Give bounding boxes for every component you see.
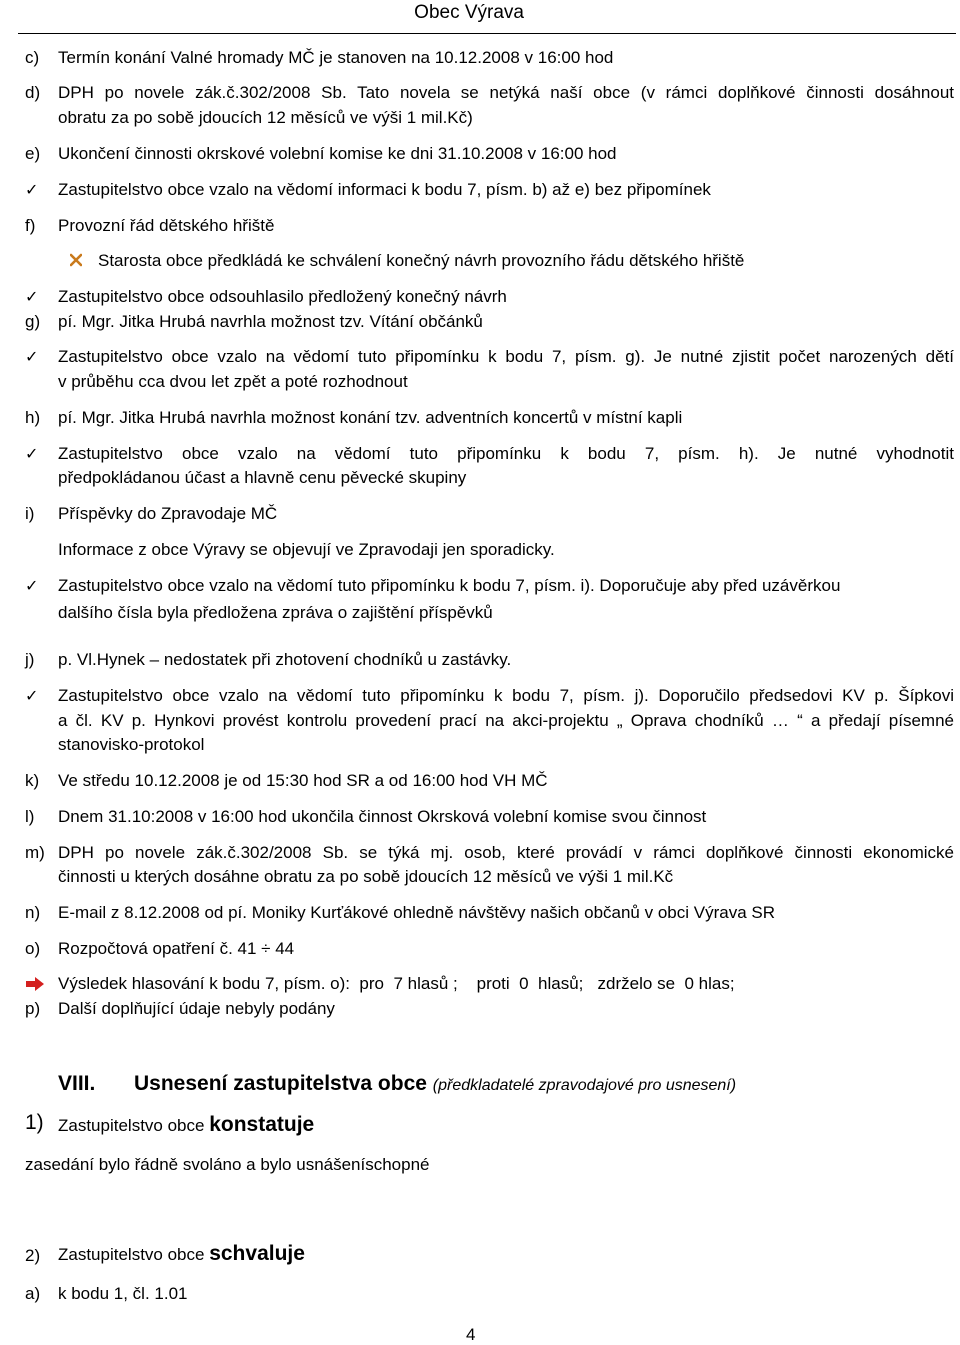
item-text: k bodu 1, čl. 1.01 bbox=[58, 1284, 188, 1303]
checkmark-icon: ✓ bbox=[25, 180, 39, 199]
resolution-verb: schvaluje bbox=[209, 1242, 305, 1265]
item-text: p. Vl.Hynek – nedostatek při zhotovení chodníků u zastávky. bbox=[58, 650, 512, 669]
item-text: Příspěvky do Zpravodaje MČ bbox=[58, 504, 278, 523]
item-marker: i) bbox=[25, 504, 35, 523]
checkmark-icon: ✓ bbox=[25, 576, 39, 595]
item-text: Dnem 31.10:2008 v 16:00 hod ukončila činnost Okrsková volební komise svou činnost bbox=[58, 807, 707, 826]
item-marker: f) bbox=[25, 216, 36, 235]
resolution-lead-text: Zastupitelstvo obce bbox=[58, 1245, 205, 1264]
item-marker: o) bbox=[25, 939, 41, 958]
item-text: dalšího čísla byla předložena zpráva o zajištění příspěvků bbox=[58, 603, 493, 622]
resolution-verb: konstatuje bbox=[209, 1113, 315, 1136]
checkmark-icon: ✓ bbox=[25, 444, 39, 463]
item-marker: p) bbox=[25, 999, 41, 1018]
item-text: Ukončení činnosti okrskové volební komise ke dni 31.10.2008 v 16:00 hod bbox=[58, 144, 617, 163]
page-number: 4 bbox=[466, 1325, 476, 1344]
item-text: Termín konání Valné hromady MČ je stanoven na 10.12.2008 v 16:00 hod bbox=[58, 48, 614, 67]
item-text: DPH po novele zák.č.302/2008 Sb. se týká mj. osob, které provádí v rámci doplňkové činnosti ekonomické bbox=[58, 843, 954, 862]
section-title bbox=[134, 1072, 736, 1096]
item-marker: n) bbox=[25, 903, 41, 922]
item-text: činnosti u kterých dosáhne obratu za po sobě jdoucích 12 měsíců ve výši 1 mil.Kč bbox=[58, 867, 674, 886]
resolution-lead bbox=[58, 1244, 305, 1265]
item-text: Informace z obce Výravy se objevují ve Zpravodaji jen sporadicky. bbox=[58, 540, 555, 559]
checkmark-icon: ✓ bbox=[25, 686, 39, 705]
arrow-right-icon bbox=[25, 976, 45, 992]
checkmark-icon: ✓ bbox=[25, 347, 39, 366]
item-text: E-mail z 8.12.2008 od pí. Moniky Kurťákové ohledně návštěvy našich občanů v obci Výrava SR bbox=[58, 903, 775, 922]
item-text: Zastupitelstvo obce vzalo na vědomí tuto připomínku k bodu 7, písm. j). Doporučilo předsedovi KV p. Šípkovi bbox=[58, 686, 954, 705]
item-marker: j) bbox=[25, 650, 35, 669]
section-title-text: Usnesení zastupitelstva obce bbox=[134, 1072, 427, 1095]
item-text: předpokládanou účast a hlavně cenu pěvecké skupiny bbox=[58, 468, 467, 487]
item-text: Ve středu 10.12.2008 je od 15:30 hod SR a od 16:00 hod VH MČ bbox=[58, 771, 548, 790]
item-text: Zastupitelstvo obce vzalo na vědomí tuto připomínku k bodu 7, písm. i). Doporučuje aby před uzávěrkou bbox=[58, 576, 841, 595]
cross-icon bbox=[70, 253, 82, 267]
checkmark-icon: ✓ bbox=[25, 287, 39, 306]
item-text: a čl. KV p. Hynkovi provést kontrolu provedení prací na akci-projektu „ Oprava chodníků … “ a předají písemné bbox=[58, 711, 954, 730]
header-title: Obec Výrava bbox=[414, 2, 524, 23]
resolution-text bbox=[25, 1155, 430, 1175]
item-text: Zastupitelstvo obce vzalo na vědomí tuto připomínku k bodu 7, písm. g). Je nutné zjistit počet narozených dětí bbox=[58, 347, 954, 366]
item-text: Zastupitelstvo obce vzalo na vědomí informaci k bodu 7, písm. b) až e) bez připomínek bbox=[58, 180, 711, 199]
page-header bbox=[0, 0, 960, 34]
section-number: VIII. bbox=[58, 1072, 96, 1095]
item-marker: m) bbox=[25, 843, 45, 862]
item-text: pí. Mgr. Jitka Hrubá navrhla možnost konání tzv. adventních koncertů v místní kapli bbox=[58, 408, 683, 427]
item-text: Zastupitelstvo obce vzalo na vědomí tuto připomínku k bodu 7, písm. h). Je nutné vyhodnotit bbox=[58, 444, 954, 463]
resolution-body: zasedání bylo řádně svoláno a bylo usnášeníschopné bbox=[25, 1155, 430, 1174]
item-marker: k) bbox=[25, 771, 40, 790]
item-text: Starosta obce předkládá ke schválení konečný návrh provozního řádu dětského hřiště bbox=[98, 251, 745, 270]
resolution-number: 1) bbox=[25, 1111, 44, 1134]
vote-result: Výsledek hlasování k bodu 7, písm. o): pro 7 hlasů ; proti 0 hlasů; zdrželo se 0 hlas; bbox=[58, 974, 735, 993]
item-text: Provozní řád dětského hřiště bbox=[58, 216, 275, 235]
item-marker: g) bbox=[25, 312, 41, 331]
header-rule bbox=[18, 33, 956, 34]
item-text: Zastupitelstvo obce odsouhlasilo předložený konečný návrh bbox=[58, 287, 507, 306]
item-marker: l) bbox=[25, 807, 35, 826]
item-text: stanovisko-protokol bbox=[58, 735, 205, 754]
item-marker: a) bbox=[25, 1284, 41, 1303]
item-text: Další doplňující údaje nebyly podány bbox=[58, 999, 335, 1018]
resolution-lead bbox=[58, 1115, 314, 1136]
item-text: DPH po novele zák.č.302/2008 Sb. Tato novela se netýká naší obce (v rámci doplňkové činnosti dosáhnout bbox=[58, 83, 954, 102]
section-note: (předkladatelé zpravodajové pro usnesení) bbox=[432, 1077, 737, 1094]
item-text: pí. Mgr. Jitka Hrubá navrhla možnost tzv. Vítání občánků bbox=[58, 312, 483, 331]
item-marker: h) bbox=[25, 408, 41, 427]
item-marker: d) bbox=[25, 83, 41, 102]
item-text: Rozpočtová opatření č. 41 ÷ 44 bbox=[58, 939, 295, 958]
item-marker: e) bbox=[25, 144, 41, 163]
resolution-lead-text: Zastupitelstvo obce bbox=[58, 1116, 205, 1135]
item-text: v průběhu cca dvou let zpět a poté rozhodnout bbox=[58, 372, 408, 391]
resolution-number: 2) bbox=[25, 1246, 41, 1265]
item-marker: c) bbox=[25, 48, 40, 67]
item-text: obratu za po sobě jdoucích 12 měsíců ve výši 1 mil.Kč) bbox=[58, 108, 473, 127]
